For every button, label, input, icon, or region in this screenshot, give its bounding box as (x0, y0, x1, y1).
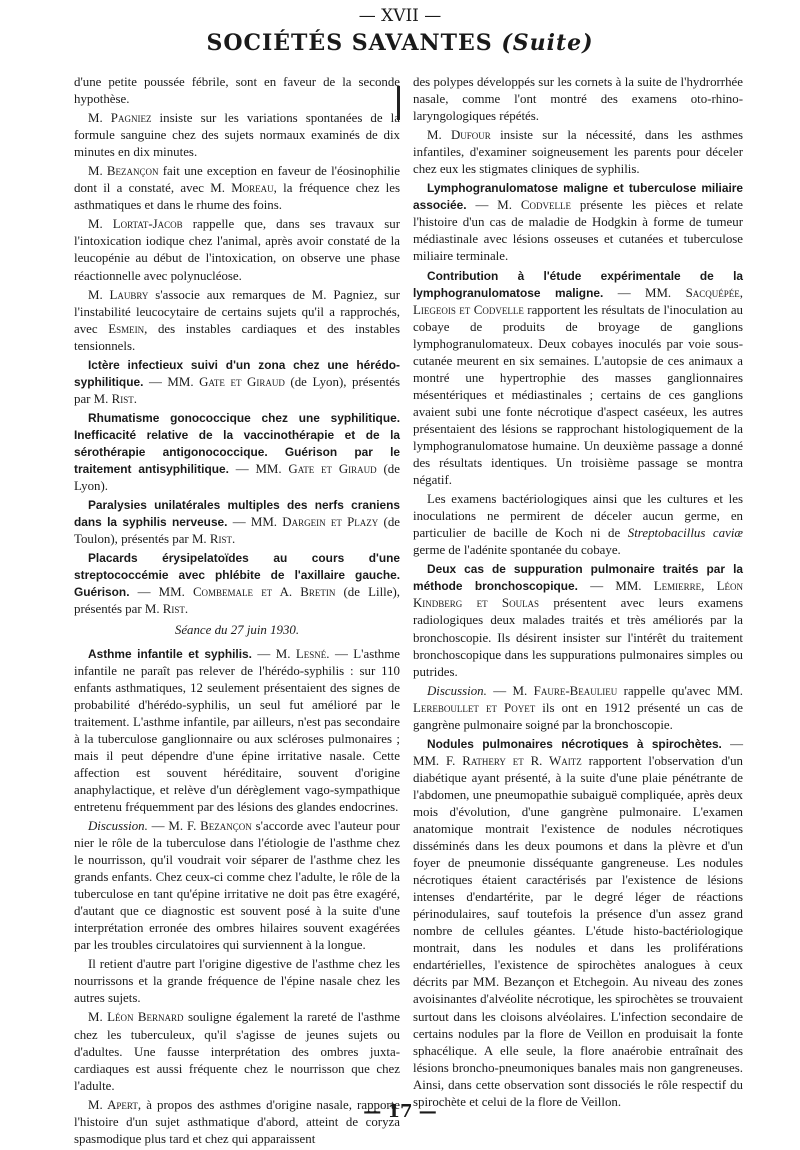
text-run: . (133, 391, 137, 406)
text-run: . (231, 532, 236, 547)
text-run: , à propos des asthmes d'origine nasale, rapporte l'histoire d'un sujet asthmatique d'abord, atteint de coryza spasmodique plus tard et chez qui apparaissent (74, 1097, 401, 1146)
author-name: M. Apert (88, 1097, 138, 1112)
text-run: rappelle qu'avec MM. (617, 683, 743, 698)
text-run: — MM. (143, 374, 200, 389)
paragraph (74, 287, 400, 355)
author-name: M. Léon Bernard (88, 1010, 184, 1025)
paragraph (74, 646, 400, 816)
paragraph (413, 561, 743, 680)
author-name: Rist (162, 602, 185, 617)
author-name: Faure-Beaulieu (533, 683, 618, 698)
text-run: . — L'asthme infantile ne paraît pas relever de l'hérédo-syphilis : sur 110 enfants asthmatiques, 12 seulement présentaient des signes de probabilité d'hérédo-syphilis, un seul fut amélioré par le traitement. L'asthme infantile, par ailleurs, n'est pas secondaire à la tuberculose ganglionnaire ou aux scléroses pulmonaires ; mais il peut dépendre d'une épine irritative nasale. Cette affection est souvent héréditaire, souvent d'origine anaphylactique, et relève d'un dérèglement vago-sympathique entretenu fréquemment par des lésions des glandes endocrines. (74, 646, 400, 814)
text-run: s'accorde avec l'auteur pour nier le rôle de la tuberculose dans l'étiologie de l'asthme chez le nourrisson, qu'il voudrait voir séparer de l'asthme chez les grands enfants. Chez ceux-ci comme chez l'adulte, le rôle de la tuberculose en tant qu'épine irritative ne doit pas être exagéré, d'autant que ce diagnostic est souvent posé à la suite d'une interprétation erronée des ombres hilaires souvent exagérées par les troubles circulatoires qui surviennent à la longue. (74, 818, 400, 953)
discussion-label: Discussion. (88, 818, 148, 833)
text-run: rapportent les résultats de l'inoculation au cobaye de produits de broyage de ganglions lymphogranulomateux. Deux cobayes inoculés par voie sous-cutanée meurent en six semaines. L'autopsie de ces animaux a montré une hypertrophie des masses ganglionnaires mésentériques et médiastinales ; certains de ces ganglions avaient subi une fonte nécrotique d'aspect caséeux, les autres présentaient des lésions se rapprochant histologiquement de la lymphogranulomatose humaine. Un deuxième passage a donné des résultats identiques. Un troisième passage se montra négatif. (413, 302, 743, 488)
text-run: d'une petite poussée fébrile, sont en faveur de la seconde hypothèse. (74, 75, 400, 107)
paragraph (74, 410, 400, 495)
paragraph (74, 216, 400, 284)
author-name: Combemale et A. Bretin (192, 585, 336, 600)
author-name: Rist (209, 532, 232, 547)
communication-title: Nodules pulmonaires nécrotiques à spirochètes. (427, 736, 722, 751)
text-run: s'associe aux remarques de M. Pagniez, sur l'instabilité leucocytaire de certains sujets qu'il a rapprochés, avec (74, 287, 400, 336)
author-name: M. Lortat-Jacob (88, 217, 183, 232)
text-run: — MM. (577, 579, 654, 594)
author-name: M. Moreau (210, 181, 274, 196)
text-run: fait une exception en faveur de l'éosinophilie dont il a constaté, avec (74, 164, 400, 196)
author-name: F. Rathery et R. Waitz (446, 753, 582, 768)
paragraph (413, 127, 743, 178)
text-run: Il retient d'autre part l'origine digestive de l'asthme chez les nourrissons et la grande fréquence de l'épine nasale chez les autres sujets. (74, 957, 400, 1006)
section-title-text: SOCIÉTÉS SAVANTES (206, 30, 493, 56)
author-name: Lemierre, Léon Kindberg et Soulas (413, 579, 743, 611)
text-run: souligne également la rareté de l'asthme chez les tuberculeux, qu'il s'agisse de jeunes sujets ou d'adultes. Une fausse interprétation des ombres juxta-cardiaques est aussi fréquente chez le nourrisson que chez l'adulte. (74, 1010, 400, 1093)
text-run: insiste sur la nécessité, dans les asthmes infantiles, d'examiner soigneusement les parents pour déceler chez eux les stigmates cliniques de syphilis. (413, 128, 743, 177)
paragraph (74, 357, 400, 408)
text-run: , la fréquence chez les asthmatiques et dans le rhume des foins. (74, 181, 401, 213)
author-name: Lesné (295, 646, 327, 661)
author-name: Codvelle (520, 198, 571, 213)
text-run: — MM. (228, 462, 289, 477)
text-run: — MM. (129, 585, 193, 600)
text-run: — MM. (227, 515, 283, 530)
left-column (74, 74, 400, 1150)
text-run: insiste sur les variations spontanées de la formule sanguine chez des sujets normaux examinés de dix minutes en dix minutes. (74, 111, 400, 160)
text-run: présente les pièces et relate l'histoire d'un cas de maladie de Hodgkin à forme de tumeur médiastinale avec lésions osseuses et cutanées et tuberculose miliaire terminale. (413, 198, 743, 264)
author-name: M. Bezançon (88, 164, 159, 179)
discussion-label: Discussion. (427, 683, 487, 698)
paragraph (413, 268, 743, 490)
text-run: , des instables cardiaques et des instables tensionnels. (74, 321, 400, 353)
paragraph (413, 491, 743, 559)
text-run: des polypes développés sur les cornets à la suite de l'hydrorrhée nasale, comme l'ont montré des examens oto-rhino-laryngologiques répétés. (413, 75, 743, 124)
paragraph (74, 163, 400, 214)
paragraph (413, 736, 743, 1111)
text-run: . (184, 602, 189, 617)
communication-title: Lymphogranulomatose maligne et tuberculose miliaire associée. (413, 181, 743, 213)
paragraph (74, 818, 400, 954)
author-name: Dargein et Plazy (282, 515, 379, 530)
author-name: M. Laubry (88, 287, 149, 302)
communication-title: Asthme infantile et syphilis. (88, 646, 252, 661)
communication-title: Paralysies unilatérales multiples des nerfs craniens dans la syphilis nerveuse. (74, 498, 400, 530)
communication-title: Deux cas de suppuration pulmonaire traités par la méthode bronchoscopique. (413, 562, 743, 594)
session-date: Séance du 27 juin 1930. (174, 623, 300, 638)
text-run: (de Lyon). (74, 462, 400, 494)
paragraph (74, 110, 400, 161)
text-run: (de Toulon), présentés par M. (74, 515, 400, 547)
text-run: Les examens bactériologiques ainsi que les cultures et les inoculations ne permirent de déceler aucun germe, en particulier de bacille de Koch ni de (413, 492, 743, 541)
section-title (0, 30, 800, 56)
text-run: ils ont en 1912 présenté un cas de gangrène pulmonaire soigné par la bronchoscopie. (413, 700, 744, 732)
paragraph (413, 683, 743, 734)
communication-title: Rhumatisme gonococcique chez une syphilitique. Inefficacité relative de la vaccinothérapie et de la sérothérapie antigonococcique. Guérison par le traitement antisyphilitique. (74, 410, 400, 477)
author-name: Sacquépée, Liegeois et Codvelle (413, 285, 743, 317)
text-run: rappelle que, dans ses travaux sur l'intoxication iodique chez l'animal, après avoir constaté de la leucopénie au début de l'intoxication, on observe une phase réactionnelle avec polynucléose. (74, 217, 400, 283)
text-run: rapportent l'observation d'un diabétique ayant présenté, à la suite d'une plaie pénétrante de l'abdomen, une pneumopathie subaiguë compliquée, après deux mois d'évolution, d'une gangrène pulmonaire. L'examen anatomique montrait l'existence de nodules nécrotiques disséminés dans les deux poumons et dans la plèvre et d'un foyer de pneumonie disséquante gangreneuse. Les nodules nécrotiques étaient caractérisés par l'existence de lésions intenses d'endartérite, par le degré léger de réactions périnodulaires, sauf toutefois la présence d'un assez grand nombre de cellules géantes. L'étude histo-bactériologique montrait, dans les nodules et dans les proliférations endartérielles, l'existence de spirochètes analogues à ceux décrits par MM. Bezançon et Etchegoin. Au niveau des zones avoisinantes d'alvéolite nécrotique, les spirochètes se trouvaient surtout dans les cloisons alvéolaires. L'infection secondaire de certains nodules par la flore de Veillon en produisait la fonte sphacélique. A elle seule, la flore anaérobie entraînait des lésions broncho-pneumoniques banales mais non gangreneuses. Ainsi, dans cette observation sont dissociés le rôle respectif du spirochète et celui de la flore de Veillon. (413, 753, 743, 1109)
species-name: Streptobacillus caviæ (627, 526, 743, 541)
paragraph (74, 497, 400, 548)
paragraph (74, 956, 400, 1007)
text-run: — M. (486, 683, 534, 698)
paragraph (74, 1009, 400, 1094)
paragraph (74, 74, 400, 108)
text-run: (de Lyon), présentés par M. (74, 374, 400, 406)
author-name: Lereboullet et Poyet (413, 700, 536, 715)
communication-title: Contribution à l'étude expérimentale de la lymphogranulomatose maligne. (413, 268, 743, 300)
author-name: M. Dufour (427, 128, 491, 143)
text-run: (de Lille), présentés par M. (74, 585, 400, 617)
text-run: — M. (251, 646, 296, 661)
author-name: Esmein (108, 321, 145, 336)
author-name: Gate et Giraud (288, 462, 377, 477)
communication-title: Placards érysipelatoïdes au cours d'une streptococcémie avec phlébite de l'axillaire gauche. Guérison. (74, 551, 400, 600)
text-run: — M. (466, 198, 521, 213)
author-name: M. Pagniez (88, 111, 152, 126)
right-column (413, 74, 743, 1113)
text-run: présentent avec leurs examens radiologiques deux malades traités et très améliorés par la bronchoscopie. Ils désirent insister sur l'intérêt du traitement bronchoscopique dans les suppurations pulmonaires simples ou putrides. (413, 596, 743, 679)
paragraph (74, 550, 400, 618)
paragraph (413, 180, 743, 265)
page-number: — 17 — (363, 1101, 437, 1122)
text-run: — MM. (413, 736, 743, 768)
paragraph (413, 74, 743, 125)
communication-title: Ictère infectieux suivi d'un zona chez une hérédo-syphilitique. (74, 357, 400, 389)
text-run: germe de l'adénite spontanée du cobaye. (413, 543, 621, 558)
author-name: F. Bezançon (186, 818, 252, 833)
author-name: Rist (111, 391, 134, 406)
text-run: — M. (147, 818, 187, 833)
roman-page-number: — XVII — (358, 6, 442, 26)
text-run: — MM. (603, 285, 686, 300)
author-name: Gate et Giraud (199, 374, 285, 389)
section-title-suite: (Suite) (501, 30, 594, 56)
